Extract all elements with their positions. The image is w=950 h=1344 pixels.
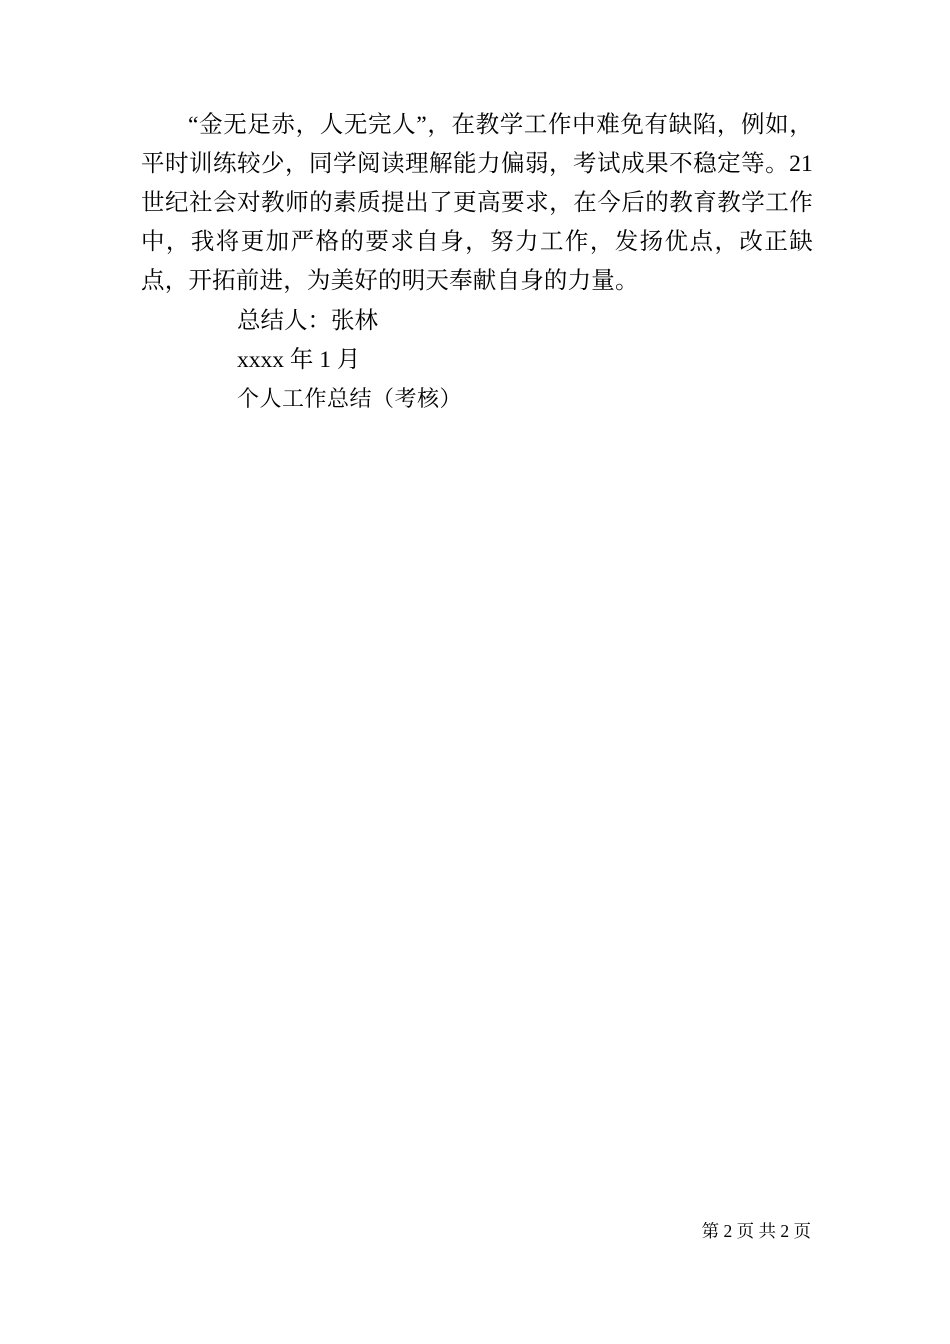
body-paragraph: “金无足赤，人无完人”，在教学工作中难免有缺陷，例如，平时训练较少，同学阅读理解能力偏弱，考试成果不稳定等。21 世纪社会对教师的素质提出了更高要求，在今后的教育教学工作中，我将更加严格的要求自身，努力工作，发扬优点，改正缺点，开拓前进，为美好的明天奉献自身的力量。 <box>141 112 813 294</box>
signature-block <box>141 302 813 419</box>
page-number-footer: 第 2 页 共 2 页 <box>701 1221 811 1241</box>
document-content <box>141 106 813 419</box>
signature-date: xxxx 年 1 月 <box>237 347 361 373</box>
signature-title: 个人工作总结（考核） <box>237 387 463 412</box>
signature-author: 总结人：张林 <box>237 308 378 334</box>
